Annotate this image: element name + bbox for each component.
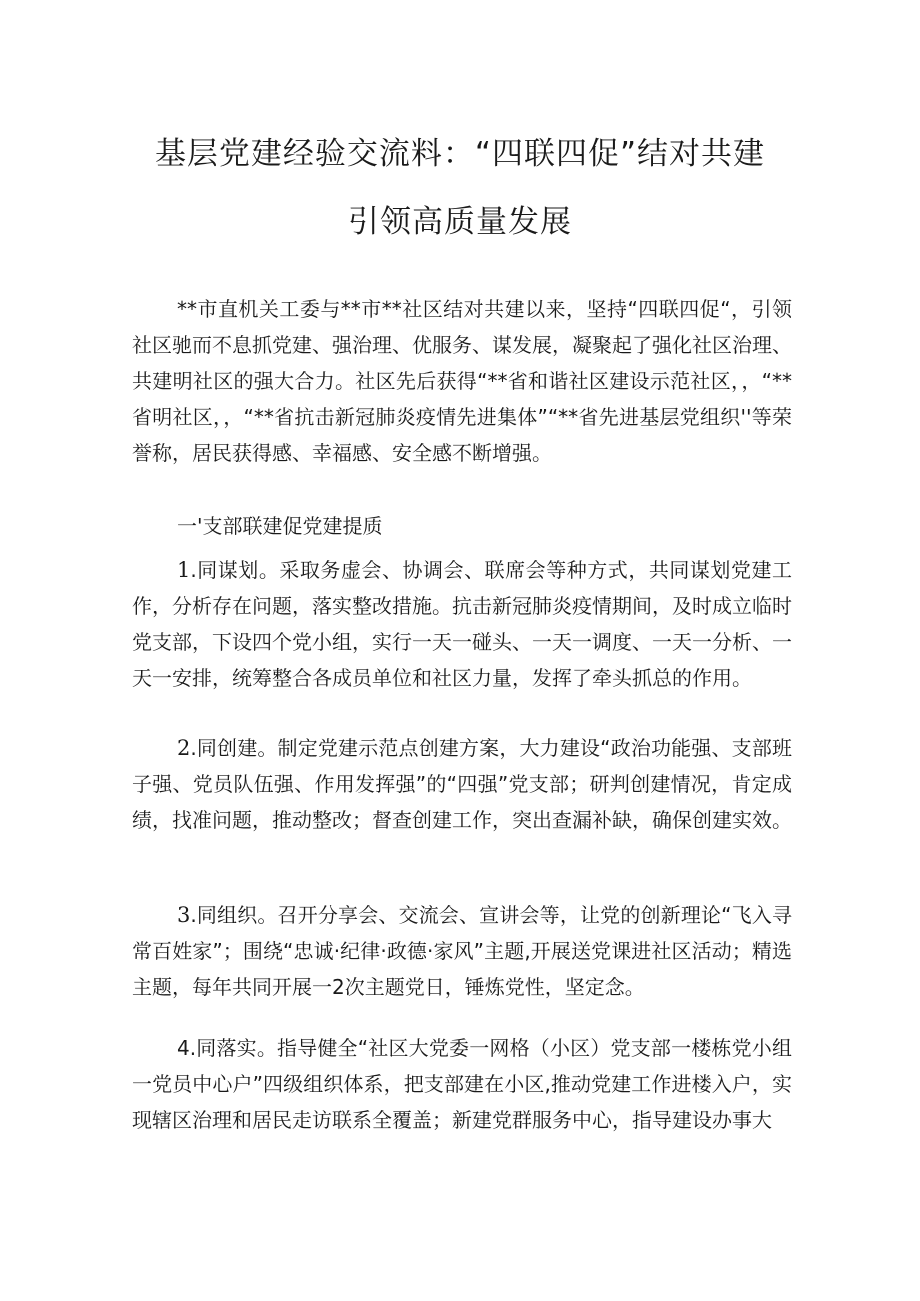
list-item xyxy=(132,897,792,1005)
item-text: .同创建。制定党建示范点创建方案，大力建设“政治功能强、支部班子强、党员队伍强、作用发挥强”的“四强”党支部；研判创建情况，肯定成绩，找准问题，推动整改；督查创建工作，突出查漏补缺，确保创建实效。 xyxy=(132,736,792,832)
item-text: .同谋划。采取务虚会、协调会、联席会等种方式，共同谋划党建工作，分析存在问题，落实整改措施。抗击新冠肺炎疫情期间，及时成立临时党支部，下设四个党小组，实行一天一碰头、一天一调度、一天一分析、一天一安排，统筹整合各成员单位和社区力量，发挥了牵头抓总的作用。 xyxy=(132,558,792,690)
list-item xyxy=(132,552,792,696)
item-number: 1 xyxy=(177,558,191,582)
item-number: 2 xyxy=(177,736,191,760)
list-item xyxy=(132,730,792,838)
document-title-line-2: 引领高质量发展 xyxy=(348,204,572,240)
list-item xyxy=(132,1030,792,1138)
intro-paragraph: **市直机关工委与**市**社区结对共建以来，坚持“四联四促“，引领社区驰而不息抓党建、强治理、优服务、谋发展，凝聚起了强化社区治理、共建明社区的强大合力。社区先后获得“**省和谐社区建设示范社区，，“**省明社区，，“**省抗击新冠肺炎疫情先进集体”“**省先进基层党组织''等荣誉称，居民获得感、幸福感、安全感不断增强。 xyxy=(132,297,792,465)
item-text: .同组织。召开分享会、交流会、宣讲会等，让党的创新理论“飞入寻常百姓家”；围绕“忠诚·纪律·政德·家风”主题,开展送党课进社区活动；精选主题，每年共同开展一2次主题党日，锤炼党性，坚定念。 xyxy=(132,903,792,999)
item-text: 4.同落实。指导健全“社区大党委一网格（小区）党支部一楼栋党小组一党员中心户”四级组织体系，把支部建在小区,推动党建工作进楼入户，实现辖区治理和居民走访联系全覆盖；新建党群服务中心，指导建设办事大 xyxy=(132,1036,792,1132)
item-number: 3 xyxy=(177,903,191,927)
document-title-line-1: 基层党建经验交流料：“四联四促”结对共建 xyxy=(154,136,766,172)
section-heading: 一'支部联建促党建提质 xyxy=(177,514,383,538)
